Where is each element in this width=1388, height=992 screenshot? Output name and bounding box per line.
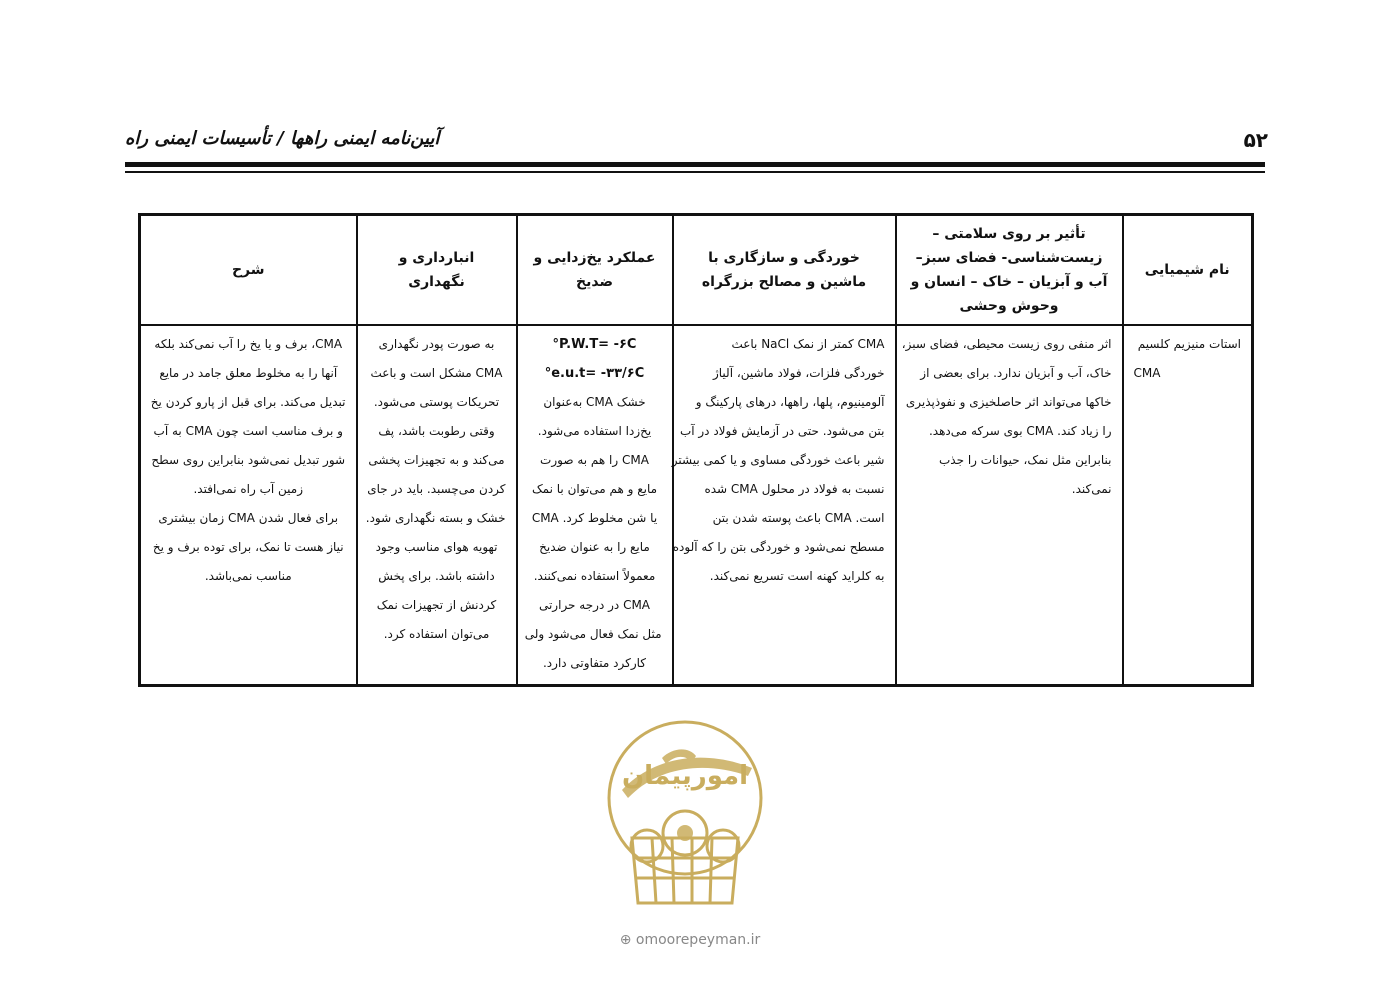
text-line: و برف مناسب است چون CMA به آب: [153, 424, 343, 438]
text-line: CMA در درجه حرارتی: [538, 598, 651, 612]
text-line: به صورت پودر نگهداری: [378, 337, 495, 351]
text-line: معمولاً استفاده نمی‌کنند.: [533, 569, 656, 583]
cell-health-effects: [896, 325, 1123, 686]
text-line: اثر منفی روی زیست محیطی، فضای سبز،: [901, 337, 1112, 351]
cell-description: [140, 325, 357, 686]
cell-storage: [357, 325, 517, 686]
header-chemical-name: نام شیمیایی: [1123, 215, 1253, 326]
text-line: یخ‌زدا استفاده می‌شود.: [537, 424, 652, 438]
text-line: آلومینیوم، پلها، راهها، درهای پارکینگ و: [695, 395, 885, 409]
text-line: کردن می‌چسبد. باید در جای: [367, 482, 506, 496]
table-header-row: [140, 215, 1253, 326]
text-line: بتن می‌شود. حتی در آزمایش فولاد در آب: [679, 424, 885, 438]
text-line: زمین آب راه نمی‌افتد.: [193, 482, 304, 496]
text-line: یا شن مخلوط کرد. CMA: [531, 511, 658, 525]
omoorepeyman-seal-icon: [592, 718, 778, 914]
text-line: تبدیل می‌کند. برای قبل از پارو کردن یخ: [150, 395, 346, 409]
text-line: خاک، آب و آبزیان ندارد. برای بعضی از: [920, 366, 1112, 380]
header-deicing-performance: عملکرد یخ‌زدایی و ضدیخ: [517, 215, 673, 326]
logo-text: امورپیمان: [621, 761, 749, 791]
text-line: داشته باشد. برای پخش: [378, 569, 495, 583]
text-line: برای فعال شدن CMA زمان بیشتری: [158, 511, 339, 525]
text-line: نیاز هست تا نمک، برای توده برف و یخ: [152, 540, 344, 554]
text-line: خشک و بسته نگهداری شود.: [365, 511, 506, 525]
text-line: مایع و هم می‌توان با نمک: [531, 482, 658, 496]
cell-corrosion: [673, 325, 896, 686]
text-line: مایع را به عنوان ضدیخ: [539, 540, 650, 554]
cell-chemical-name: [1123, 325, 1253, 686]
deicer-table: [138, 213, 1254, 687]
table-row: [140, 325, 1253, 686]
text-line: می‌کند و به تجهیزات پخشی: [368, 453, 505, 467]
text-line: مناسب نمی‌باشد.: [204, 569, 292, 583]
text-line: CMA را هم به صورت: [540, 453, 649, 467]
text-line: آنها را به مخلوط معلق جامد در مایع: [159, 366, 338, 380]
header-rule-thick: [125, 162, 1265, 167]
text-line: CMA کمتر از نمک NaCl باعث: [731, 337, 885, 351]
temperature-pwt: P.W.T= -۶C°: [552, 337, 637, 352]
text-line: تهویه هوای مناسب وجود: [375, 540, 498, 554]
temperature-eut: e.u.t= -۳۳/۶C°: [544, 366, 645, 381]
text-line: CMA مشکل است و باعث: [370, 366, 503, 380]
text-line: است. CMA باعث پوسته شدن بتن: [712, 511, 885, 525]
text-line: مسطح نمی‌شود و خوردگی بتن را که آلوده: [672, 540, 885, 554]
text-line: شور تبدیل نمی‌شود بنابراین روی سطح: [151, 453, 346, 467]
text-line: CMA: [1133, 366, 1161, 380]
text-line: تحریکات پوستی می‌شود.: [373, 395, 500, 409]
text-line: استات منیزیم کلسیم: [1137, 337, 1241, 351]
text-line: خاکها می‌تواند اثر حاصلخیزی و نفوذپذیری: [905, 395, 1112, 409]
header-corrosion: خوردگی و سازگاری با ماشین و مصالح بزرگراه: [673, 215, 896, 326]
website-url: omoorepeyman.ir: [635, 932, 761, 948]
text-line: نمی‌کند.: [1071, 482, 1112, 496]
header-health-effects: تأثیر بر روی سلامتی – زیست‌شناسی- فضای سبز–آب و آبزیان – خاک – انسان و وحوش وحشی: [896, 215, 1123, 326]
cell-deicing-performance: [517, 325, 673, 686]
text-line: خوردگی فلزات، فولاد ماشین، آلیاژ: [712, 366, 885, 380]
page-number: ۵۲: [1243, 128, 1268, 152]
text-line: می‌توان استفاده کرد.: [383, 627, 490, 641]
text-line: را زیاد کند. CMA بوی سرکه می‌دهد.: [928, 424, 1112, 438]
text-line: وقتی رطوبت باشد، پف: [378, 424, 495, 438]
website-watermark: [590, 932, 790, 948]
text-line: CMA، برف و یا یخ را آب نمی‌کند بلکه: [154, 337, 343, 351]
text-line: مثل نمک فعال می‌شود ولی: [524, 627, 662, 641]
text-line: کردنش از تجهیزات نمک: [376, 598, 497, 612]
globe-icon: ⊕: [619, 932, 632, 948]
text-line: شیر باعث خوردگی مساوی و یا کمی بیشتر: [671, 453, 885, 467]
text-line: بنابراین مثل نمک، حیوانات را جذب: [939, 453, 1112, 467]
running-title: آیین‌نامه ایمنی راهها / تأسیسات ایمنی راه: [125, 128, 440, 149]
text-line: خشک CMA به‌عنوان: [543, 395, 646, 409]
text-line: نسبت به فولاد در محلول CMA شده: [704, 482, 885, 496]
text-line: به کلراید کهنه است تسریع نمی‌کند.: [709, 569, 885, 583]
text-line: کارکرد متفاوتی دارد.: [542, 656, 646, 670]
header-description: شرح: [140, 215, 357, 326]
header-storage: انبارداری و نگهداری: [357, 215, 517, 326]
header-rule-thin: [125, 171, 1265, 173]
